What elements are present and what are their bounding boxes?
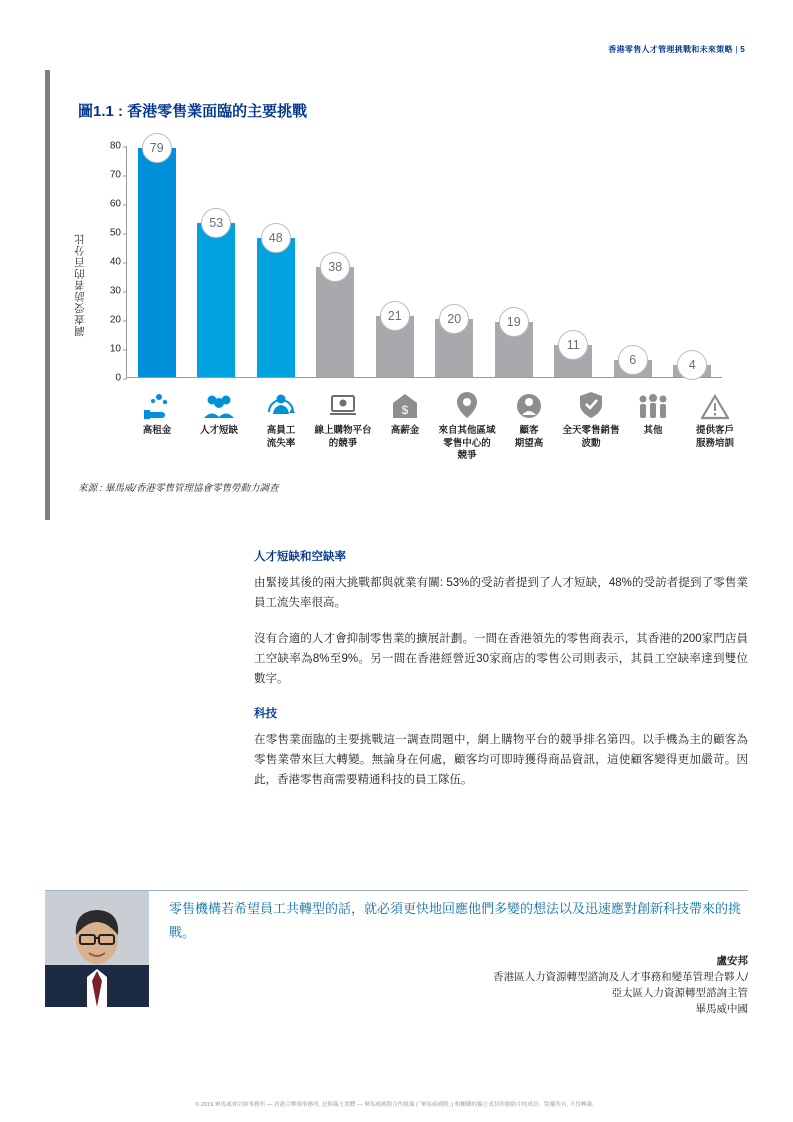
chart-plot-area xyxy=(109,140,722,384)
people-group-icon xyxy=(202,386,236,420)
header-title: 香港零售人才管理挑戰和未來策略 xyxy=(608,45,733,54)
warning-triangle-icon xyxy=(701,386,729,420)
header-page-number: 5 xyxy=(740,45,745,54)
y-tick-0: 0 xyxy=(115,373,127,384)
quote-attribution xyxy=(169,953,748,1017)
x-category-label: 高薪金 xyxy=(390,425,420,436)
online-shopping-icon xyxy=(328,386,358,420)
x-axis-categories xyxy=(126,386,734,463)
y-tick-30: 30 xyxy=(110,286,127,297)
x-category-label: 其他 xyxy=(643,425,663,436)
section-technology-paragraph-1: 在零售業面臨的主要挑戰這一調查問題中，網上購物平台的競爭排名第四。以手機為主的顧客為零售業帶來巨大轉變。無論身在何處，顧客均可即時獲得商品資訊，這使顧客變得更加嚴苛。因此，香港零售商需要精通科技的員工隊伍。 xyxy=(254,734,748,786)
shield-check-icon xyxy=(578,386,604,420)
bar xyxy=(435,312,473,377)
body-text-column xyxy=(254,548,748,806)
pull-quote-block xyxy=(45,890,748,1017)
quote-author-title-line2: 亞太區人力資源轉型諮詢主管 xyxy=(611,987,748,999)
quote-author-title-line1: 香港區人力資源轉型諮詢及人才事務和變革管理合夥人/ xyxy=(493,971,748,983)
section-talent-paragraph-1: 由緊接其後的兩大挑戰都與就業有關: 53%的受訪者提到了人才短缺，48%的受訪者提到了零售業員工流失率很高。 xyxy=(254,577,748,609)
bar-value-label: 53 xyxy=(201,208,231,238)
money-hand-icon xyxy=(142,386,172,420)
bar-column xyxy=(306,146,366,377)
x-category-label: 提供客戶 服務培訓 xyxy=(695,425,734,449)
bar-value-label: 38 xyxy=(320,252,350,282)
header-separator: | xyxy=(735,45,738,54)
bar xyxy=(138,140,176,377)
page-footer: © 2019 畢馬威會計師事務所 — 香港合夥制事務所, 是與瑞士實體 — 畢馬威國際合作組織 (「畢馬威國際」) 相關聯的獨立成員所網絡中的成員。版權所有, 不得轉載。 xyxy=(195,1102,598,1108)
bar-column xyxy=(246,146,306,377)
x-category-label: 顧客 期望高 xyxy=(514,425,544,449)
bar xyxy=(257,230,295,377)
avatar xyxy=(45,891,149,1007)
people-three-icon xyxy=(636,386,670,420)
x-category-label: 線上購物平台 的競爭 xyxy=(314,425,372,449)
bar-value-label: 19 xyxy=(499,307,529,337)
bar-value-label: 48 xyxy=(261,223,291,253)
y-tick-50: 50 xyxy=(110,228,127,239)
section-talent-paragraph-2: 沒有合適的人才會抑制零售業的擴展計劃。一間在香港領先的零售商表示，其香港的200家門店員工空缺率為8%至9%。另一間在香港經營近30家商店的零售公司則表示，其員工空缺率達到雙位數字。 xyxy=(254,633,748,685)
y-tick-70: 70 xyxy=(110,170,127,181)
quote-text: 零售機構若希望員工共轉型的話，就必須更快地回應他們多變的想法以及迅速應對創新科技帶來的挑戰。 xyxy=(169,901,742,940)
x-category-label: 全天零售銷售 波動 xyxy=(562,425,620,449)
location-pin-icon xyxy=(453,386,481,420)
y-tick-10: 10 xyxy=(110,344,127,355)
chart-source-note: 來源 : 畢馬威/香港零售管理協會零售勞動力調查 xyxy=(78,483,279,494)
y-tick-60: 60 xyxy=(110,199,127,210)
bar-column xyxy=(365,146,425,377)
y-axis-label: 調查受訪者的百分比 xyxy=(74,233,86,337)
y-tick-40: 40 xyxy=(110,257,127,268)
bar-column xyxy=(127,140,187,377)
bar-column xyxy=(187,146,247,377)
bar-column xyxy=(544,146,604,377)
bar-value-label: 4 xyxy=(677,350,707,380)
section-heading-talent: 人才短缺和空缺率 xyxy=(254,551,346,563)
bar-value-label: 21 xyxy=(380,301,410,331)
x-category xyxy=(560,386,622,463)
chart-panel xyxy=(45,70,748,520)
salary-money-icon xyxy=(391,386,419,420)
x-category xyxy=(188,386,250,463)
bar xyxy=(495,314,533,377)
x-category xyxy=(498,386,560,463)
x-category-label: 高租金 xyxy=(142,425,172,436)
x-category xyxy=(436,386,498,463)
bar-value-label: 79 xyxy=(142,133,172,163)
x-category xyxy=(250,386,312,463)
chart-area xyxy=(74,138,734,461)
bar xyxy=(197,216,235,377)
quote-author-title-line3: 畢馬威中國 xyxy=(695,1003,748,1015)
bar xyxy=(554,338,592,377)
bar-value-label: 6 xyxy=(618,345,648,375)
bar xyxy=(614,352,652,377)
bar xyxy=(376,309,414,377)
bar-column xyxy=(603,146,663,377)
svg-text:$: $ xyxy=(401,403,409,417)
bar xyxy=(673,358,711,377)
section-heading-technology: 科技 xyxy=(254,708,277,720)
bar-column xyxy=(663,146,723,377)
page-header xyxy=(608,44,745,55)
x-category-label: 人才短缺 xyxy=(199,425,238,436)
x-category xyxy=(312,386,374,463)
bar-column xyxy=(425,146,485,377)
x-category xyxy=(622,386,684,463)
chart-title: 圖1.1 : 香港零售業面臨的主要挑戰 xyxy=(78,103,308,120)
x-category-label: 來自其他區域 零售中心的 競爭 xyxy=(438,425,496,461)
bar-value-label: 20 xyxy=(439,304,469,334)
quote-author-name: 盧安邦 xyxy=(716,955,748,967)
customer-badge-icon xyxy=(515,386,543,420)
portrait-photo-icon xyxy=(45,891,149,1007)
bar xyxy=(316,259,354,377)
x-category xyxy=(126,386,188,463)
bar-column xyxy=(484,146,544,377)
bar-series xyxy=(127,140,722,377)
x-category-label: 高員工 流失率 xyxy=(266,425,296,449)
y-tick-80: 80 xyxy=(110,141,127,152)
person-turnover-icon xyxy=(266,386,296,420)
x-category xyxy=(684,386,746,463)
bar-value-label: 11 xyxy=(558,330,588,360)
x-category xyxy=(374,386,436,463)
y-tick-20: 20 xyxy=(110,315,127,326)
